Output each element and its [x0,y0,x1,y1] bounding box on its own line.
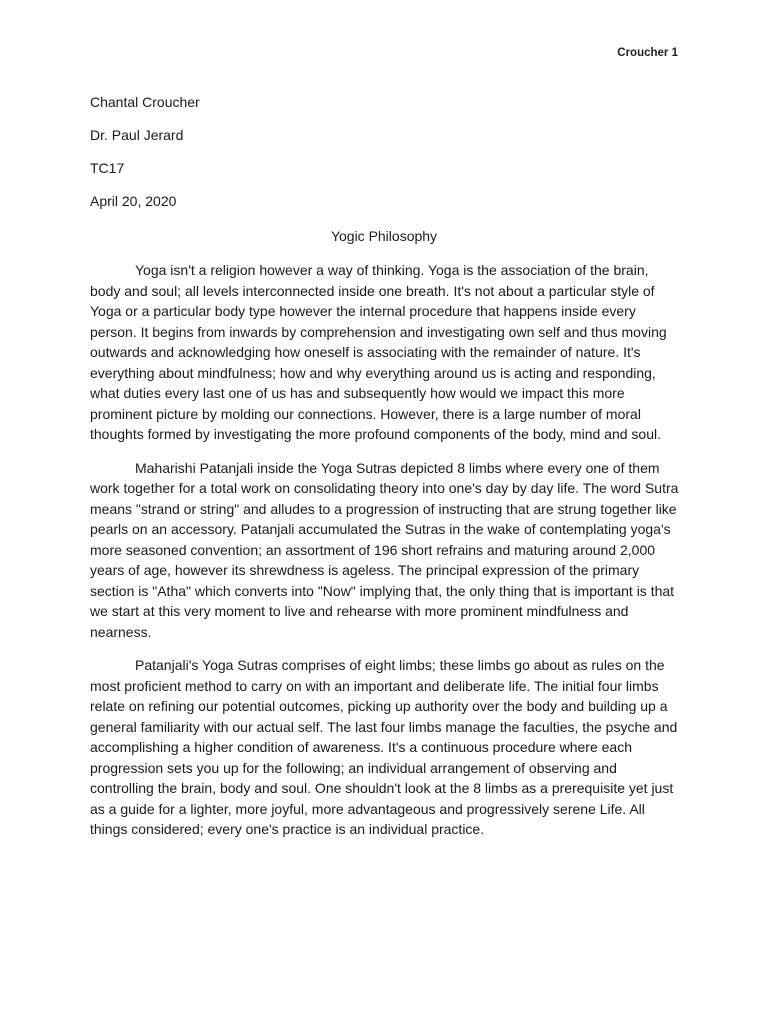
heading-block [90,92,690,224]
paragraph-3: Patanjali's Yoga Sutras comprises of eight limbs; these limbs go about as rules on the most proficient method to carry on with an important and deliberate life. The initial four limbs relate on refining our potential outcomes, picking up authority over the body and building up a general familiarity with our actual self. The last four limbs manage the faculties, the psyche and accomplishing a higher condition of awareness. It's a continuous procedure where each progression sets you up for the following; an individual arrangement of observing and controlling the brain, body and soul. One shouldn't look at the 8 limbs as a prerequisite yet just as a guide for a lighter, more joyful, more advantageous and progressively serene Life. All things considered; every one's practice is an individual practice. [90,657,678,837]
paragraph-2: Maharishi Patanjali inside the Yoga Sutras depicted 8 limbs where every one of them work together for a total work on consolidating theory into one's day by day life. The word Sutra means "strand or string" and alludes to a progression of instructing that are strung together like pearls on an accessory. Patanjali accumulated the Sutras in the wake of contemplating yoga's more seasoned convention; an assortment of 196 short refrains and maturing around 2,000 years of age, however its shrewdness is ageless. The principal expression of the primary section is "Atha" which converts into "Now" implying that, the only thing that is important is that we start at this very moment to live and rehearse with more prominent mindfulness and nearness. [90,459,679,640]
document-date: April 20, 2020 [90,193,177,209]
document-title: Yogic Philosophy [330,228,438,244]
instructor-name: Dr. Paul Jerard [90,127,184,143]
paragraph-1: Yoga isn't a religion however a way of thinking. Yoga is the association of the brain, body and soul; all levels interconnected inside one breath. It's not about a particular style of Yoga or a particular body type however the internal procedure that happens inside every person. It begins from inwards by comprehension and investigating own self and thus moving outwards and acknowledging how oneself is associating with the remainder of nature. It's everything about mindfulness; how and why everything around us is acting and responding, what duties every last one of us has and subsequently how would we impact this more prominent picture by molding our connections. However, there is a large number of moral thoughts formed by investigating the more profound components of the body, mind and soul. [90,262,667,442]
author-name: Chantal Croucher [90,94,200,110]
document-body [90,260,682,853]
course-name: TC17 [90,160,125,176]
running-header: Croucher 1 [617,47,678,59]
